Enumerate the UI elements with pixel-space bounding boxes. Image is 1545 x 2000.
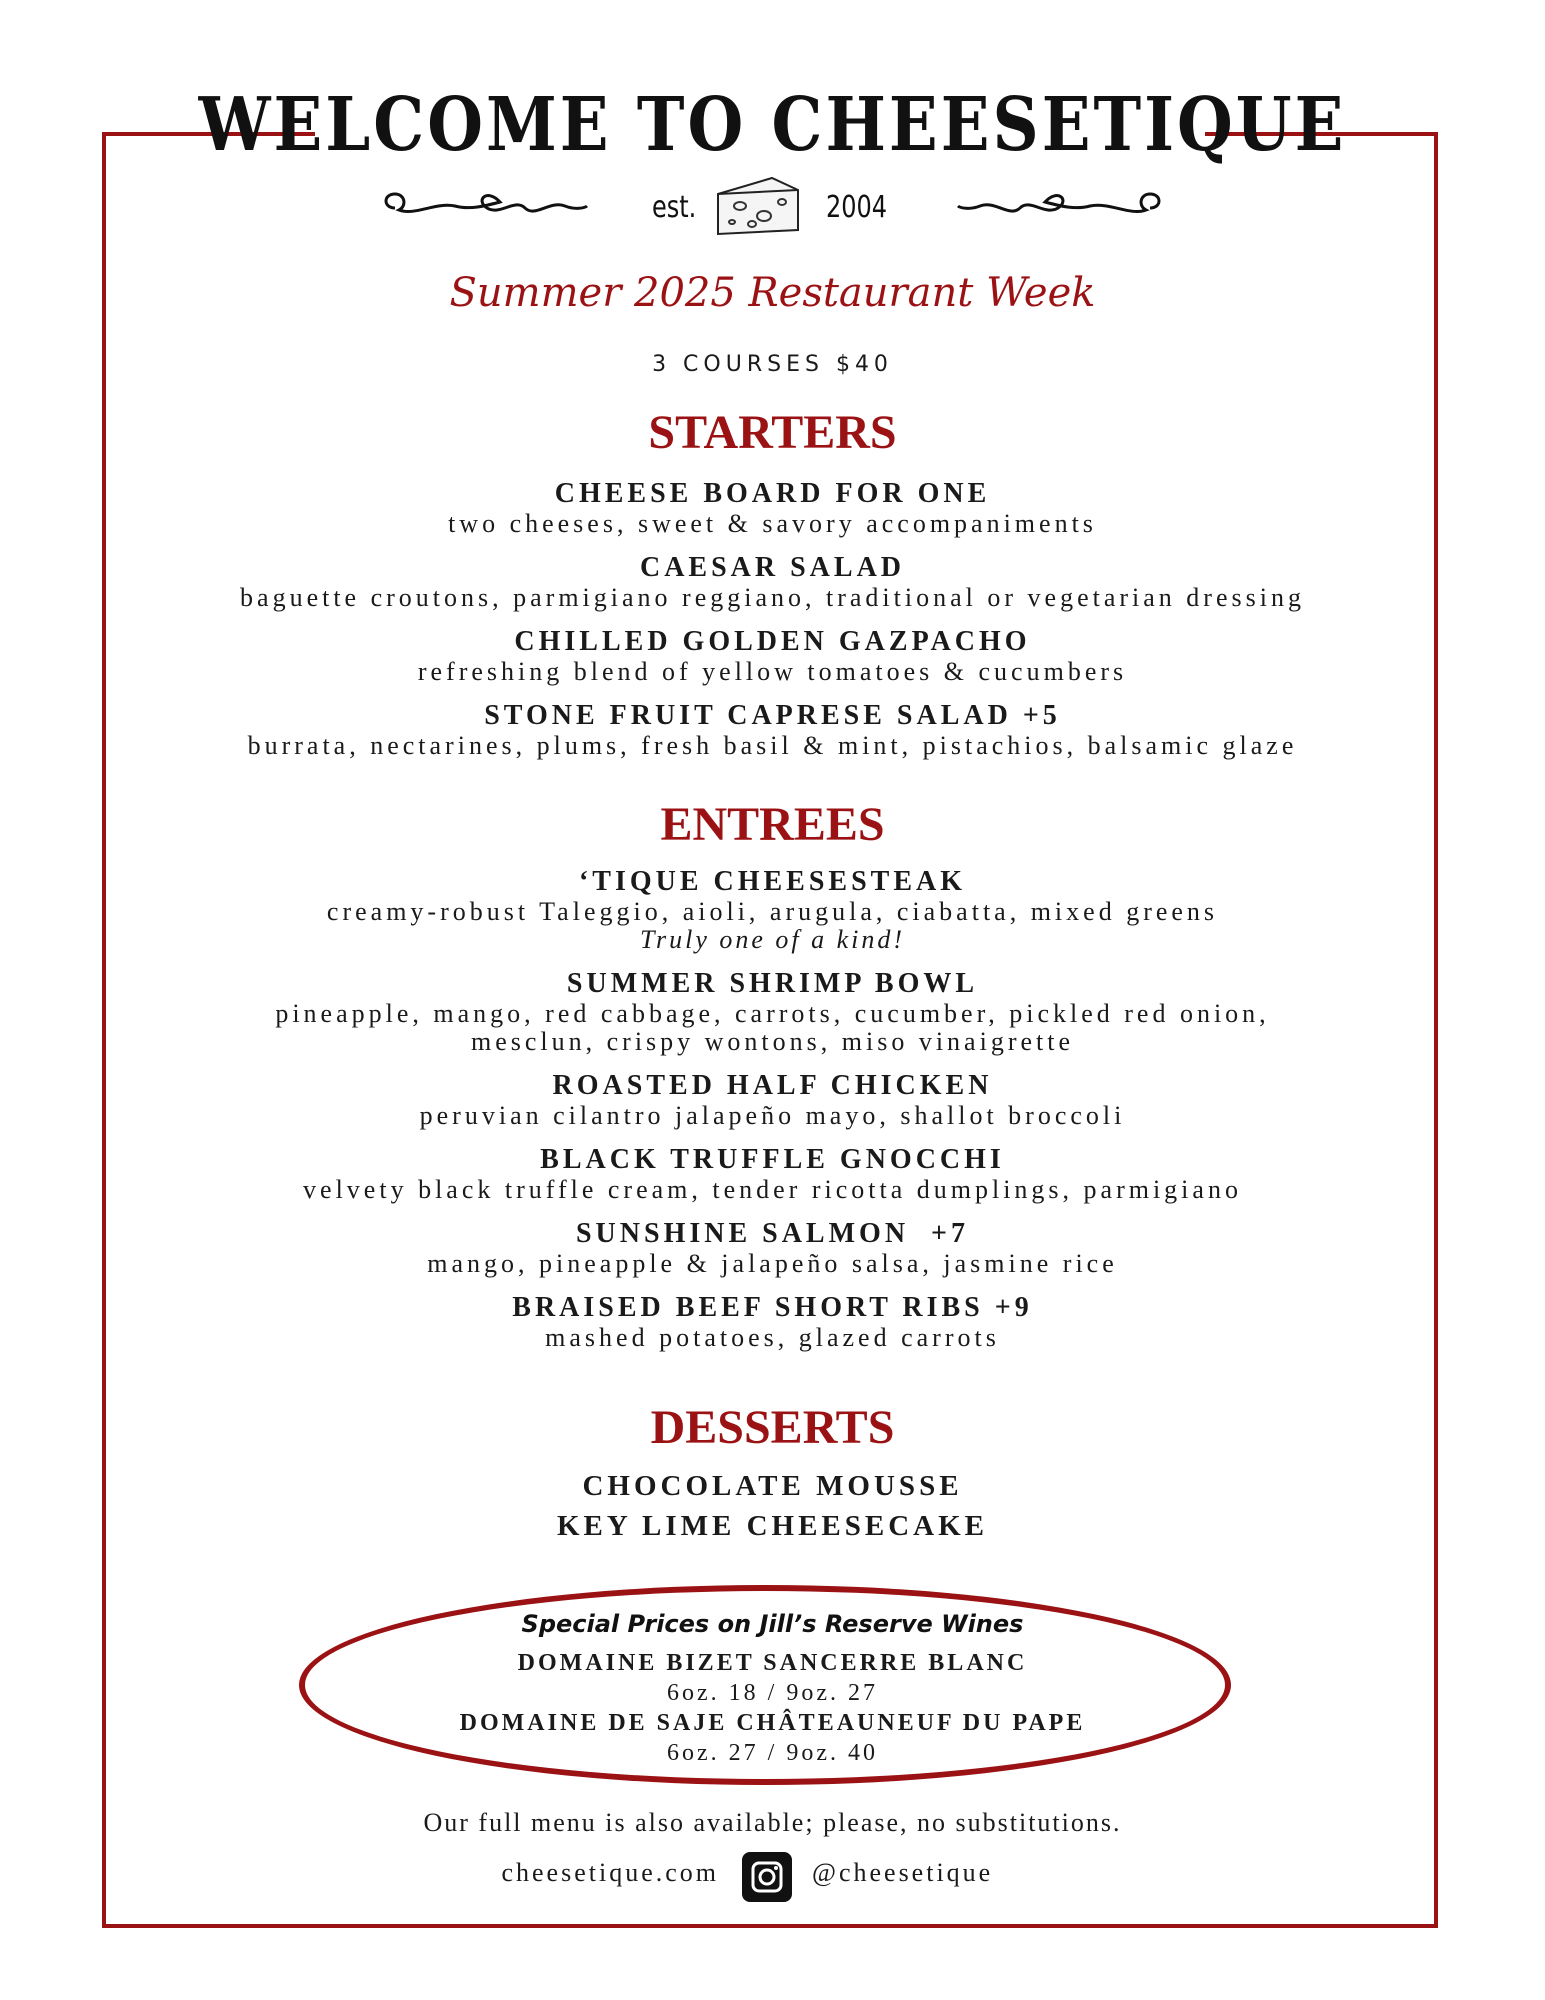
item-note: Truly one of a kind! [639, 925, 906, 954]
wine-price: 6oz. 27 / 9oz. 40 [667, 1740, 878, 1766]
wine-specials-heading: Special Prices on Jill’s Reserve Wines [521, 1610, 1024, 1638]
menu-item [0, 478, 1545, 538]
item-description: creamy-robust Taleggio, aioli, arugula, ciabatta, mixed greens [326, 897, 1219, 926]
wine-name: DOMAINE BIZET SANCERRE BLANC [517, 1650, 1028, 1676]
flourish-right-icon [955, 180, 1170, 230]
menu-item [0, 626, 1545, 686]
dessert-item: CHOCOLATE MOUSSE [582, 1470, 963, 1502]
menu-item [0, 552, 1545, 612]
menu-item [0, 1144, 1545, 1204]
instagram-icon[interactable] [742, 1852, 792, 1902]
website-link[interactable]: cheesetique.com [501, 1858, 719, 1887]
promo-subtitle: Summer 2025 Restaurant Week [449, 270, 1096, 316]
flourish-left-icon [375, 180, 590, 230]
desserts-heading: DESSERTS [650, 1401, 895, 1454]
item-name: BRAISED BEEF SHORT RIBS +9 [512, 1292, 1033, 1323]
footer-links [0, 1852, 1545, 1902]
item-description: mashed potatoes, glazed carrots [545, 1323, 1000, 1352]
item-description: pineapple, mango, red cabbage, carrots, cucumber, pickled red onion, [275, 999, 1270, 1028]
wine-name: DOMAINE DE SAJE CHÂTEAUNEUF DU PAPE [459, 1710, 1086, 1736]
entrees-heading: ENTREES [660, 798, 885, 851]
item-description: peruvian cilantro jalapeño mayo, shallot broccoli [419, 1101, 1126, 1130]
dessert-item: KEY LIME CHEESECAKE [556, 1510, 989, 1542]
item-description: baguette croutons, parmigiano reggiano, traditional or vegetarian dressing [240, 583, 1305, 612]
menu-item [0, 968, 1545, 1056]
footer-note: Our full menu is also available; please, no substitutions. [423, 1808, 1122, 1837]
item-name: ‘TIQUE CHEESESTEAK [578, 866, 967, 897]
item-name: STONE FRUIT CAPRESE SALAD +5 [484, 700, 1061, 731]
item-name: CHILLED GOLDEN GAZPACHO [514, 626, 1031, 657]
item-description: refreshing blend of yellow tomatoes & cucumbers [417, 657, 1128, 686]
item-name: BLACK TRUFFLE GNOCCHI [540, 1144, 1005, 1175]
page-title: WELCOME TO CHEESETIQUE [198, 82, 1347, 169]
starters-heading: STARTERS [648, 406, 897, 459]
item-description-line2: mesclun, crispy wontons, miso vinaigrette [470, 1027, 1075, 1056]
est-label: est. [652, 190, 697, 225]
menu-item [0, 1070, 1545, 1130]
menu-item [0, 1292, 1545, 1352]
item-description: mango, pineapple & jalapeño salsa, jasmine rice [427, 1249, 1118, 1278]
menu-item [0, 866, 1545, 954]
courses-price: 3 COURSES $40 [652, 352, 893, 377]
item-description: velvety black truffle cream, tender ricotta dumplings, parmigiano [303, 1175, 1242, 1204]
item-name: ROASTED HALF CHICKEN [552, 1070, 993, 1101]
item-description: burrata, nectarines, plums, fresh basil & mint, pistachios, balsamic glaze [247, 731, 1298, 760]
est-year: 2004 [826, 190, 888, 225]
item-name: SUNSHINE SALMON +7 [575, 1218, 969, 1249]
item-name: SUMMER SHRIMP BOWL [566, 968, 979, 999]
established-row [0, 172, 1545, 242]
menu-item [0, 700, 1545, 760]
menu-item [0, 1218, 1545, 1278]
cheese-wedge-icon [712, 172, 802, 242]
item-name: CHEESE BOARD FOR ONE [554, 478, 991, 509]
instagram-handle[interactable]: @cheesetique [812, 1858, 994, 1887]
item-description: two cheeses, sweet & savory accompaniments [448, 509, 1097, 538]
item-name: CAESAR SALAD [639, 552, 906, 583]
wine-price: 6oz. 18 / 9oz. 27 [667, 1680, 878, 1706]
